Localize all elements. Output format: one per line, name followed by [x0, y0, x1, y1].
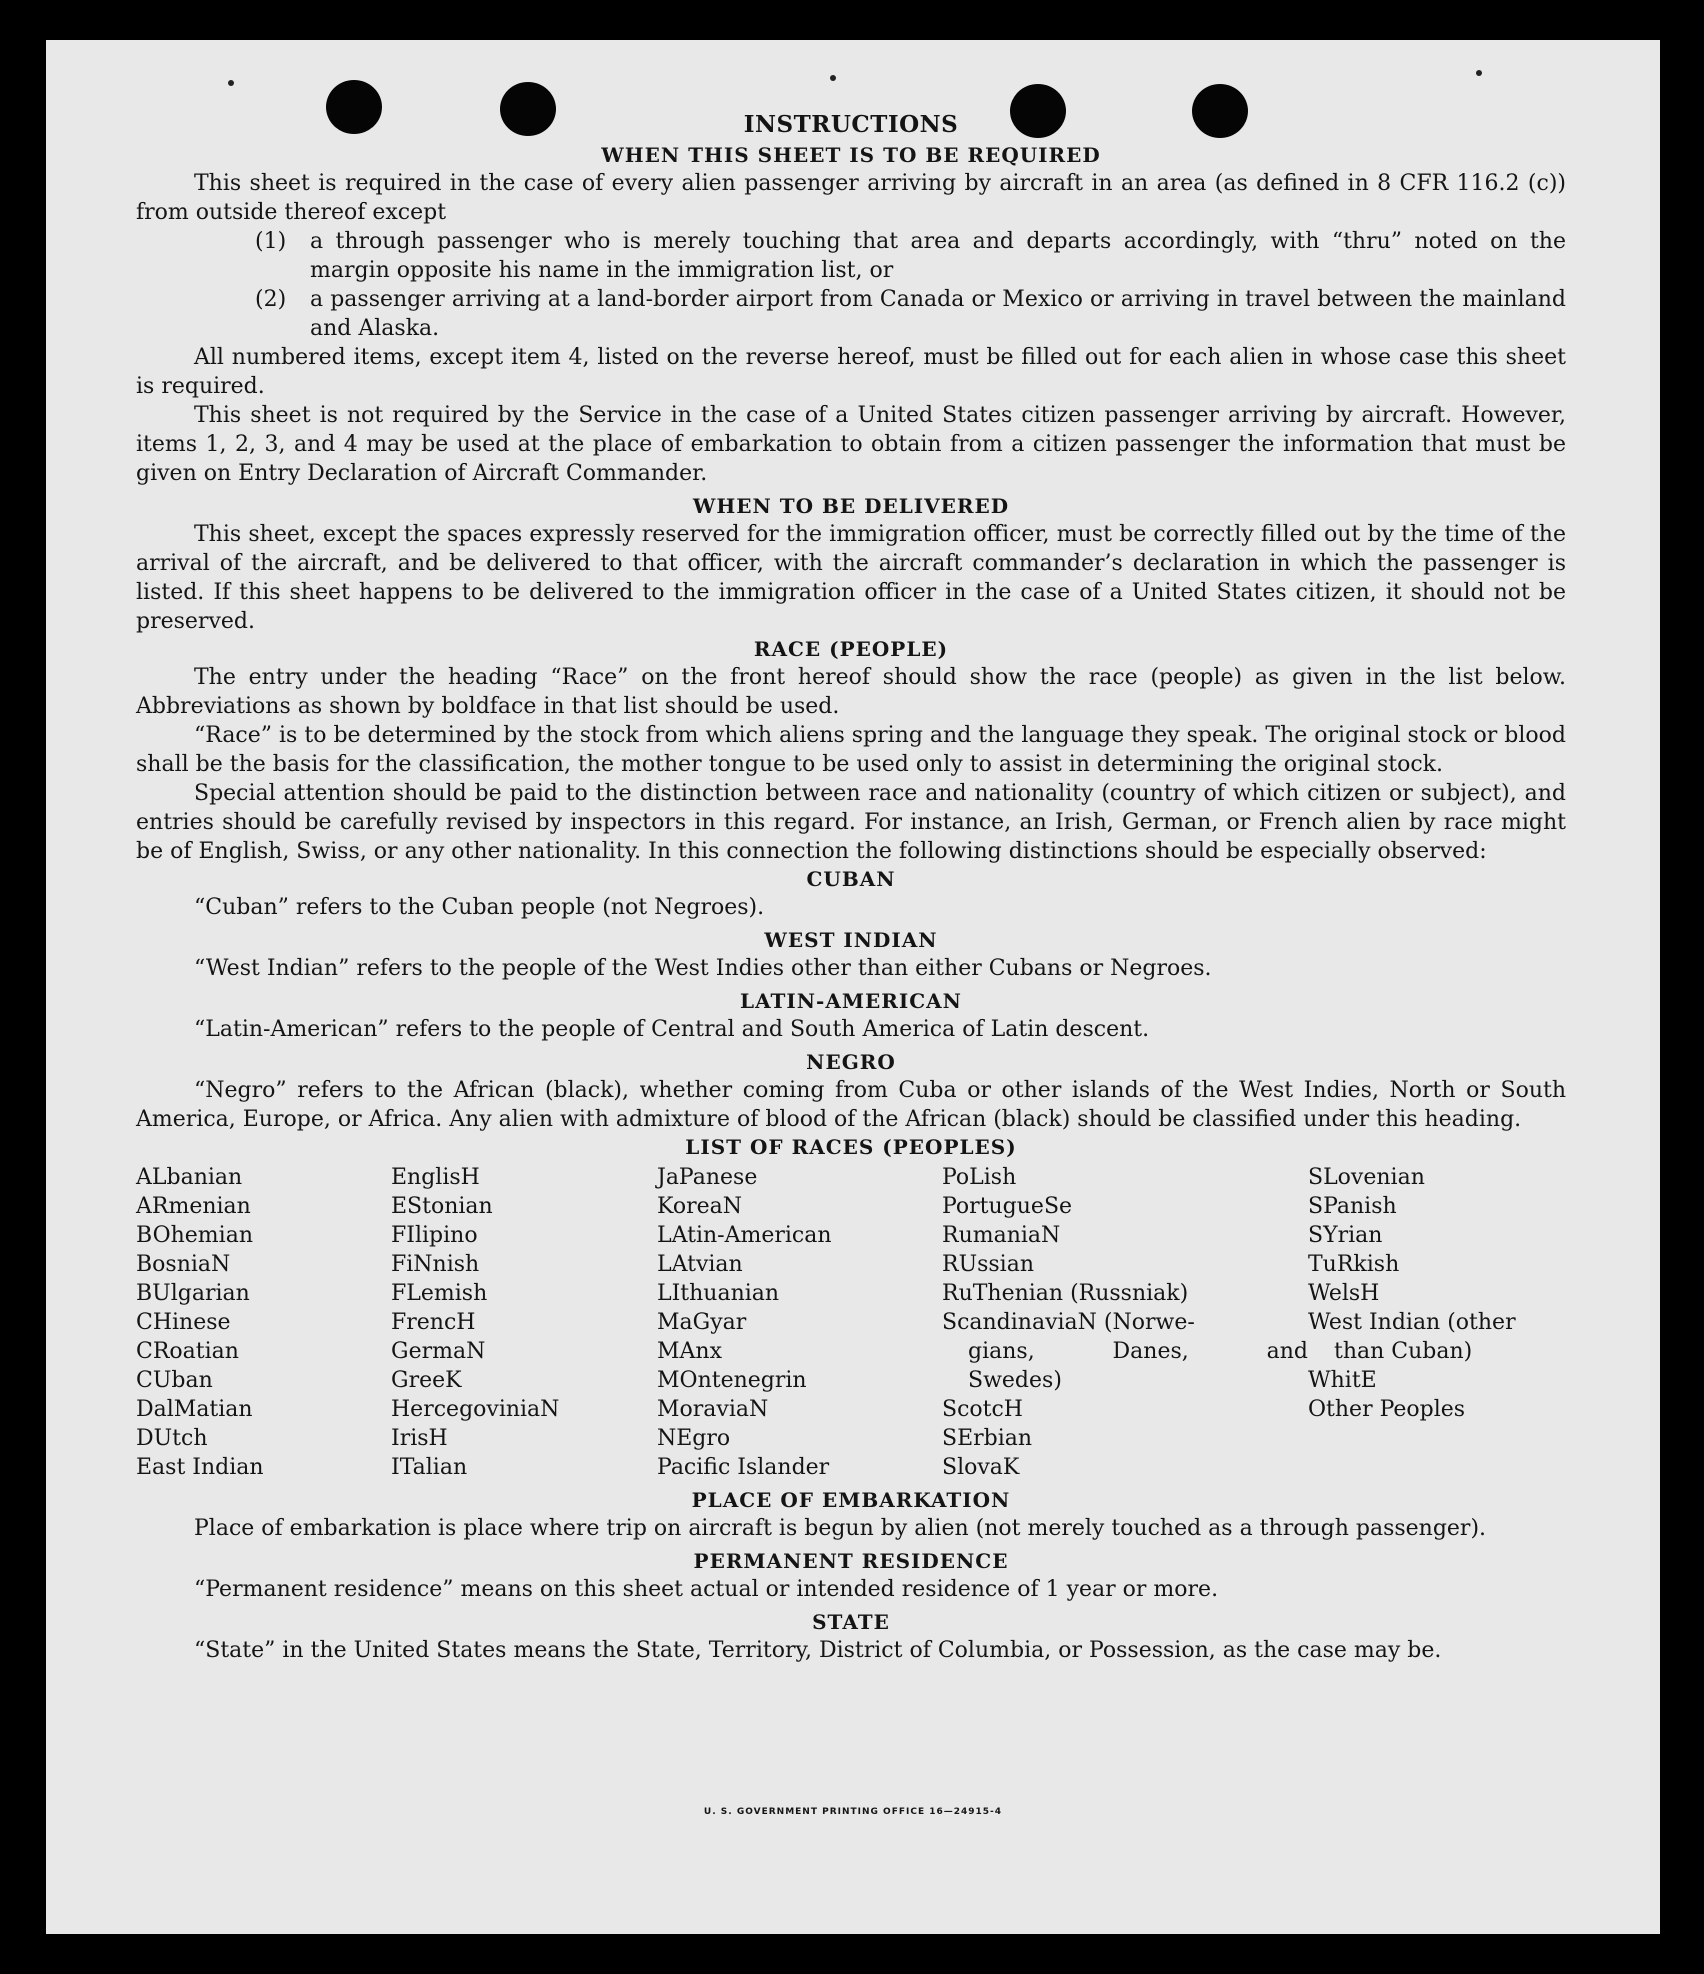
- paragraph: All numbered items, except item 4, listed on the reverse hereof, must be filled out for each alien in whose case this sheet is required.: [136, 345, 1566, 399]
- section-heading: RACE (PEOPLE): [753, 637, 949, 661]
- paragraph: The entry under the heading “Race” on the front hereof should show the race (people) as given in the list below. Abbreviations as shown by boldface in that list should be used.: [136, 665, 1566, 719]
- race-entry: RUssian: [942, 1252, 1035, 1277]
- race-entry: PoLish: [942, 1165, 1017, 1190]
- section-heading: WHEN THIS SHEET IS TO BE REQUIRED: [601, 143, 1101, 167]
- paragraph: This sheet is not required by the Service in the case of a United States citizen passenger arriving by aircraft. However, items 1, 2, 3, and 4 may be used at the place of embarkation to obtain from a citizen passenger the information that must be given on Entry Declaration of Aircraft Commander.: [136, 403, 1566, 486]
- paragraph: Place of embarkation is place where trip on aircraft is begun by alien (not merely touched as a through passenger).: [194, 1516, 1487, 1541]
- section-heading: CUBAN: [806, 867, 896, 891]
- race-entry: WelsH: [1308, 1281, 1380, 1306]
- race-entry: GermaN: [391, 1339, 486, 1364]
- race-entry: CRoatian: [136, 1339, 239, 1364]
- race-entry: BosniaN: [136, 1252, 231, 1277]
- race-entry: BUlgarian: [136, 1281, 250, 1306]
- speck: [228, 80, 234, 86]
- section-heading: NEGRO: [806, 1050, 896, 1074]
- race-entry: ITalian: [391, 1455, 468, 1480]
- race-entry: JaPanese: [657, 1165, 758, 1190]
- race-entry: EnglisH: [391, 1165, 480, 1190]
- race-entry: DalMatian: [136, 1397, 253, 1422]
- race-entry: SlovaK: [942, 1455, 1020, 1480]
- race-entry: RuThenian (Russniak): [942, 1281, 1189, 1306]
- section-heading: WEST INDIAN: [764, 928, 938, 952]
- race-entry: WhitE: [1308, 1368, 1377, 1393]
- race-entry: EStonian: [391, 1194, 493, 1219]
- item-text: a passenger arriving at a land-border airport from Canada or Mexico or arriving in travel between the mainland and Alaska.: [310, 287, 1566, 341]
- race-entry: IrisH: [391, 1426, 448, 1451]
- race-entry: FIlipino: [391, 1223, 478, 1248]
- paragraph: “Latin-American” refers to the people of Central and South America of Latin descent.: [194, 1017, 1150, 1042]
- race-entry: FiNnish: [391, 1252, 480, 1277]
- race-entry: MAnx: [657, 1339, 722, 1364]
- item-number: (1): [255, 229, 287, 254]
- section-heading: PLACE OF EMBARKATION: [691, 1488, 1011, 1512]
- paragraph: “West Indian” refers to the people of the West Indies other than either Cubans or Negroes.: [194, 956, 1212, 981]
- item-text: a through passenger who is merely touching that area and departs accordingly, with “thru” noted on the margin opposite his name in the immigration list, or: [310, 229, 1566, 283]
- race-entry: RumaniaN: [942, 1223, 1061, 1248]
- races-column: [657, 1163, 942, 1482]
- paragraph: “State” in the United States means the State, Territory, District of Columbia, or Possession, as the case may be.: [194, 1638, 1442, 1663]
- item-number: (2): [255, 287, 287, 312]
- race-entry: ALbanian: [136, 1165, 243, 1190]
- race-entry: MaGyar: [657, 1310, 747, 1335]
- race-entry: NEgro: [657, 1426, 731, 1451]
- instructions-body: [136, 108, 1566, 1665]
- race-entry: GreeK: [391, 1368, 462, 1393]
- paragraph: “Negro” refers to the African (black), whether coming from Cuba or other islands of the West Indies, North or South America, Europe, or Africa. Any alien with admixture of blood of the African (black) should be classified under this heading.: [136, 1078, 1566, 1132]
- races-column: [391, 1163, 657, 1482]
- race-entry: BOhemian: [136, 1223, 253, 1248]
- paragraph: “Permanent residence” means on this sheet actual or intended residence of 1 year or more.: [194, 1577, 1219, 1602]
- race-entry: ARmenian: [136, 1194, 251, 1219]
- race-entry: West Indian (other: [1308, 1310, 1516, 1335]
- races-column: [1308, 1163, 1566, 1482]
- section-heading: PERMANENT RESIDENCE: [693, 1549, 1009, 1573]
- paragraph: This sheet is required in the case of every alien passenger arriving by aircraft in an area (as defined in 8 CFR 116.2 (c)) from outside thereof except: [136, 171, 1566, 225]
- races-list: [136, 1163, 1566, 1482]
- race-entry: ScotcH: [942, 1397, 1023, 1422]
- race-entry: LAtvian: [657, 1252, 743, 1277]
- paragraph: “Race” is to be determined by the stock from which aliens spring and the language they speak. The original stock or blood shall be the basis for the classification, the mother tongue to be used only to assist in determining the original stock.: [136, 723, 1566, 777]
- race-entry: gians, Danes, and: [968, 1339, 1308, 1364]
- race-entry: ScandinaviaN (Norwe-: [942, 1310, 1195, 1335]
- race-entry: HercegoviniaN: [391, 1397, 560, 1422]
- race-entry: CHinese: [136, 1310, 231, 1335]
- printer-imprint: U. S. GOVERNMENT PRINTING OFFICE 16—24915‑4: [703, 1807, 1003, 1817]
- races-column: [136, 1163, 391, 1482]
- section-heading: LATIN-AMERICAN: [740, 989, 962, 1013]
- race-entry: than Cuban): [1334, 1339, 1473, 1364]
- race-entry: SLovenian: [1308, 1165, 1425, 1190]
- race-entry: Swedes): [968, 1368, 1062, 1393]
- race-entry: MOntenegrin: [657, 1368, 807, 1393]
- race-entry: DUtch: [136, 1426, 208, 1451]
- race-entry: Other Peoples: [1308, 1397, 1466, 1422]
- page-title: INSTRUCTIONS: [743, 111, 959, 138]
- list-item: [136, 285, 1566, 343]
- race-entry: FLemish: [391, 1281, 488, 1306]
- paragraph: Special attention should be paid to the distinction between race and nationality (country of which citizen or subject), and entries should be carefully revised by inspectors in this regard. For instance, an Irish, German, or French alien by race might be of English, Swiss, or any other nationality. In this connection the following distinctions should be especially observed:: [136, 781, 1566, 864]
- race-entry: CUban: [136, 1368, 213, 1393]
- section-heading: WHEN TO BE DELIVERED: [692, 494, 1010, 518]
- race-entry: TuRkish: [1308, 1252, 1400, 1277]
- races-column: [942, 1163, 1308, 1482]
- section-heading: STATE: [812, 1610, 890, 1634]
- paragraph: “Cuban” refers to the Cuban people (not Negroes).: [194, 895, 765, 920]
- race-entry: MoraviaN: [657, 1397, 769, 1422]
- speck: [830, 75, 836, 81]
- race-entry: LAtin-American: [657, 1223, 832, 1248]
- race-entry: SYrian: [1308, 1223, 1383, 1248]
- race-entry: FrencH: [391, 1310, 476, 1335]
- race-entry: LIthuanian: [657, 1281, 780, 1306]
- race-entry: SErbian: [942, 1426, 1033, 1451]
- section-heading: LIST OF RACES (PEOPLES): [685, 1135, 1017, 1159]
- race-entry: Pacific Islander: [657, 1455, 830, 1480]
- race-entry: East Indian: [136, 1455, 264, 1480]
- paragraph: This sheet, except the spaces expressly reserved for the immigration officer, must be correctly filled out by the time of the arrival of the aircraft, and be delivered to that officer, with the aircraft commander’s declaration in which the passenger is listed. If this sheet happens to be delivered to the immigration officer in the case of a United States citizen, it should not be preserved.: [136, 522, 1566, 634]
- race-entry: SPanish: [1308, 1194, 1397, 1219]
- document-sheet: [46, 40, 1660, 1934]
- list-item: [136, 227, 1566, 285]
- race-entry: KoreaN: [657, 1194, 742, 1219]
- race-entry: PortugueSe: [942, 1194, 1073, 1219]
- speck: [1476, 70, 1482, 76]
